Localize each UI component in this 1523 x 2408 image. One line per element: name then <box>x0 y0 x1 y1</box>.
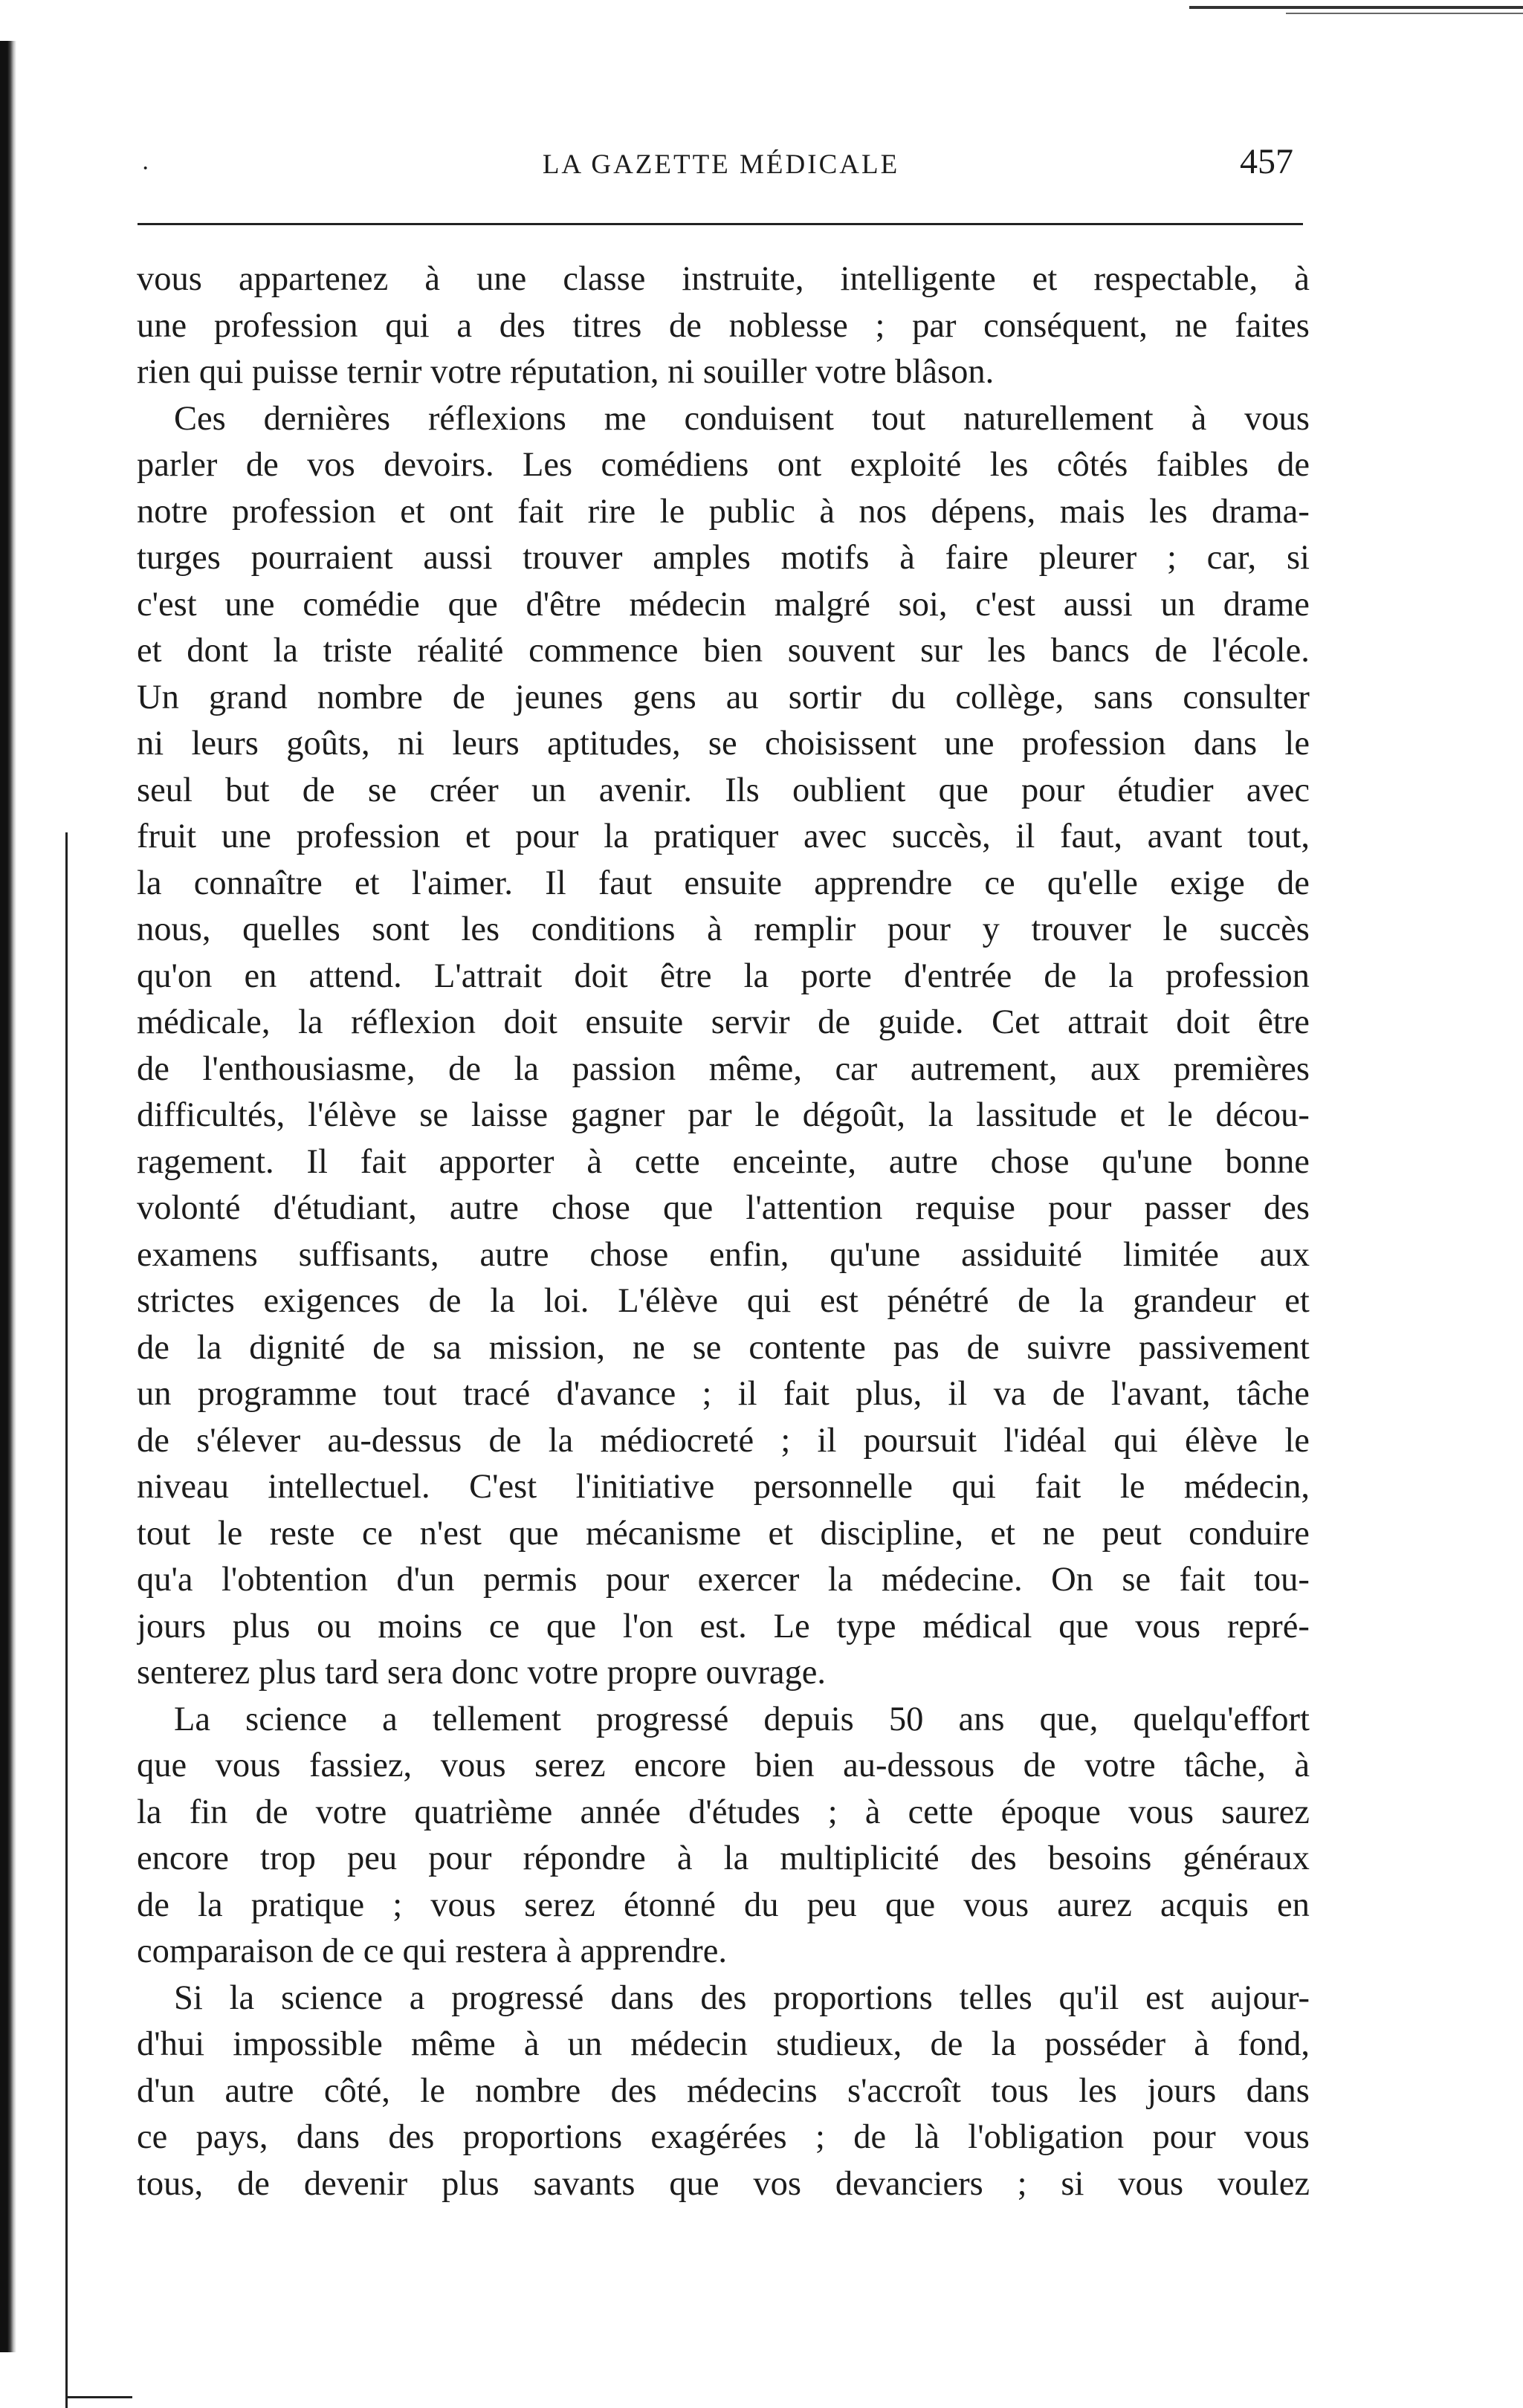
text-line: tout le reste ce n'est que mécanisme et discipline, et ne peut conduire <box>137 1514 1310 1553</box>
text-line: de s'élever au-dessus de la médiocreté ; il poursuit l'idéal qui élève le <box>137 1421 1310 1460</box>
text-line: c'est une comédie que d'être médecin malgré soi, c'est aussi un drame <box>137 585 1310 624</box>
scan-edge-top-secondary <box>1286 13 1523 14</box>
text-line: turges pourraient aussi trouver amples motifs à faire pleurer ; car, si <box>137 539 1310 577</box>
text-line: Ces dernières réflexions me conduisent tout naturellement à vous <box>174 399 1310 438</box>
text-line: un programme tout tracé d'avance ; il fait plus, il va de l'avant, tâche <box>137 1375 1310 1413</box>
scan-edge-bottom <box>65 2396 132 2398</box>
text-line: examens suffisants, autre chose enfin, qu'une assiduité limitée aux <box>137 1235 1310 1274</box>
text-line: qu'on en attend. L'attrait doit être la porte d'entrée de la profession <box>137 957 1310 995</box>
text-line: de la dignité de sa mission, ne se contente pas de suivre passivement <box>137 1328 1310 1367</box>
text-line: d'un autre côté, le nombre des médecins s'accroît tous les jours dans <box>137 2071 1310 2110</box>
text-line: fruit une profession et pour la pratiquer avec succès, il faut, avant tout, <box>137 818 1310 855</box>
text-line: ce pays, dans des proportions exagérées ; de là l'obligation pour vous <box>137 2118 1310 2156</box>
scan-edge-top <box>1189 6 1523 9</box>
text-line: jours plus ou moins ce que l'on est. Le type médical que vous repré- <box>137 1607 1310 1645</box>
text-line: seul but de se créer un avenir. Ils oublient que pour étudier avec <box>137 771 1310 809</box>
text-line: ni leurs goûts, ni leurs aptitudes, se choisissent une profession dans le <box>137 725 1310 763</box>
text-line: encore trop peu pour répondre à la multiplicité des besoins généraux <box>137 1839 1310 1877</box>
text-line: niveau intellectuel. C'est l'initiative personnelle qui fait le médecin, <box>137 1468 1310 1506</box>
scan-edge-left <box>0 41 16 2352</box>
text-line: rien qui puisse ternir votre réputation, ni souiller votre blâson. <box>137 353 995 391</box>
text-line: parler de vos devoirs. Les comédiens ont exploité les côtés faibles de <box>137 446 1310 484</box>
text-line: une profession qui a des titres de noblesse ; par conséquent, ne faites <box>137 306 1310 345</box>
text-line: nous, quelles sont les conditions à remplir pour y trouver le succès <box>137 910 1310 948</box>
text-line: vous appartenez à une classe instruite, intelligente et respectable, à <box>137 260 1310 298</box>
text-line: la fin de votre quatrième année d'études ; à cette époque vous saurez <box>137 1793 1310 1831</box>
running-title: LA GAZETTE MÉDICALE <box>542 149 900 180</box>
text-line: Un grand nombre de jeunes gens au sortir du collège, sans consulter <box>137 678 1310 716</box>
text-line: d'hui impossible même à un médecin studieux, de la posséder à fond, <box>137 2025 1310 2063</box>
text-line: tous, de devenir plus savants que vos devanciers ; si vous voulez <box>137 2164 1310 2203</box>
body-text <box>137 256 1310 2207</box>
header-marker: · <box>141 155 150 182</box>
text-line: de la pratique ; vous serez étonné du peu que vous aurez acquis en <box>137 1886 1310 1924</box>
text-line: la connaître et l'aimer. Il faut ensuite apprendre ce qu'elle exige de <box>137 864 1310 902</box>
text-line: que vous fassiez, vous serez encore bien au-dessous de votre tâche, à <box>137 1747 1310 1784</box>
scan-edge-left-line <box>65 832 68 2408</box>
text-line: ragement. Il fait apporter à cette enceinte, autre chose qu'une bonne <box>137 1142 1310 1181</box>
text-line: qu'a l'obtention d'un permis pour exercer la médecine. On se fait tou- <box>137 1561 1310 1599</box>
text-line: difficultés, l'élève se laisse gagner par le dégoût, la lassitude et le décou- <box>137 1096 1310 1134</box>
text-line: La science a tellement progressé depuis 50 ans que, quelqu'effort <box>174 1700 1310 1738</box>
text-line: Si la science a progressé dans des proportions telles qu'il est aujour- <box>174 1978 1310 2017</box>
text-line: senterez plus tard sera donc votre propre ouvrage. <box>137 1654 827 1692</box>
text-line: et dont la triste réalité commence bien souvent sur les bancs de l'école. <box>137 632 1310 670</box>
page-number: 457 <box>1240 142 1293 181</box>
text-line: comparaison de ce qui restera à apprendre. <box>137 1932 727 1970</box>
header-rule <box>138 223 1303 225</box>
text-line: strictes exigences de la loi. L'élève qui est pénétré de la grandeur et <box>137 1282 1310 1320</box>
running-header <box>141 141 1301 193</box>
text-line: de l'enthousiasme, de la passion même, car autrement, aux premières <box>137 1049 1310 1088</box>
text-line: notre profession et ont fait rire le public à nos dépens, mais les drama- <box>137 492 1310 531</box>
text-line: médicale, la réflexion doit ensuite servir de guide. Cet attrait doit être <box>137 1003 1310 1041</box>
text-line: volonté d'étudiant, autre chose que l'attention requise pour passer des <box>137 1189 1310 1227</box>
